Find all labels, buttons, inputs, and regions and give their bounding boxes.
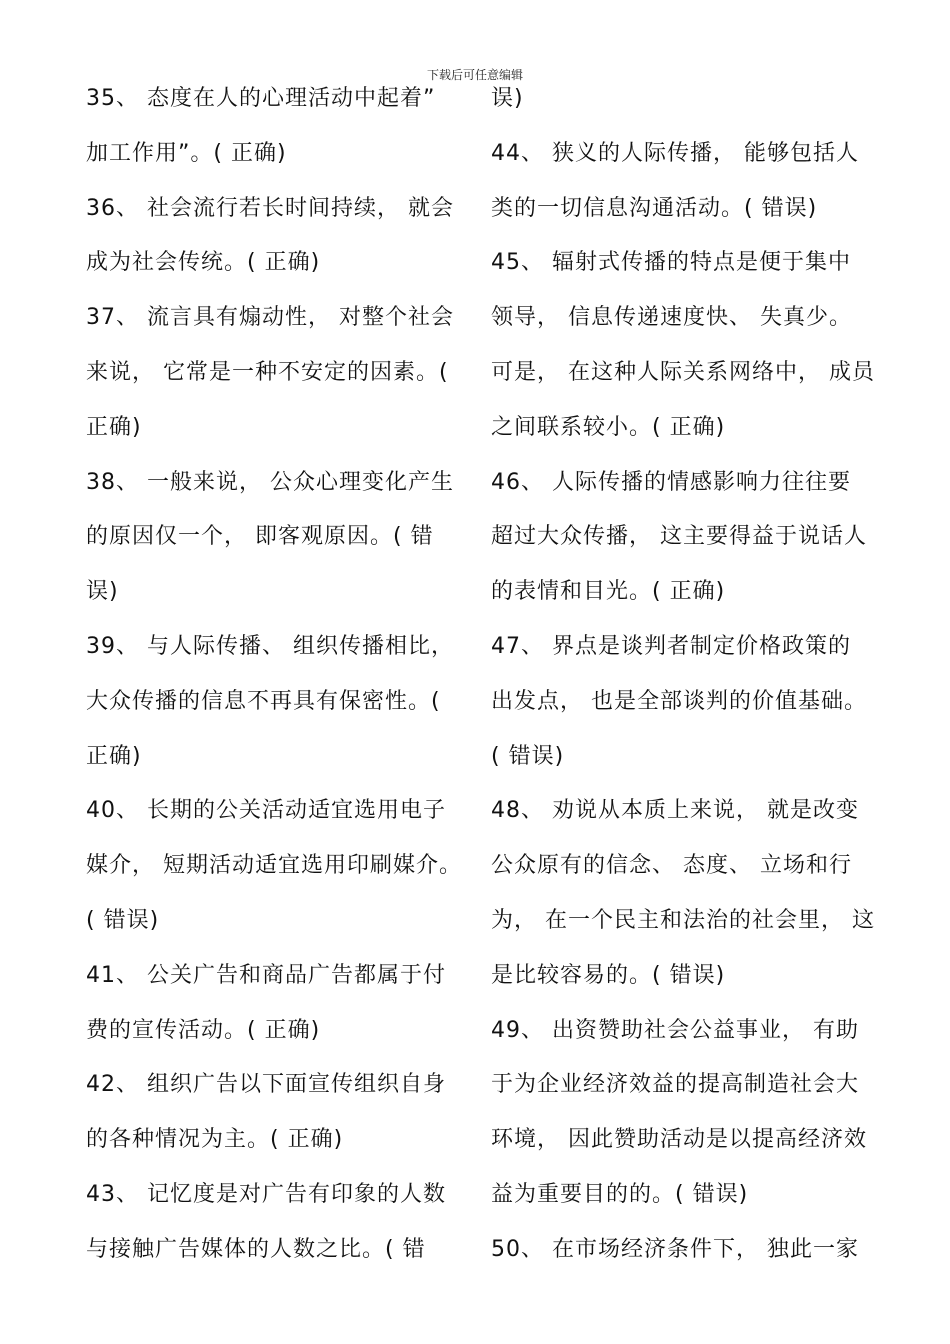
text-line: 为， 在一个民主和法治的社会里， 这	[491, 907, 875, 933]
text-line: 可是， 在这种人际关系网络中， 成员	[491, 359, 875, 385]
text-line: 于为企业经济效益的提高制造社会大	[491, 1072, 860, 1098]
text-line: 正确)	[86, 743, 142, 769]
text-line: 50、 在市场经济条件下， 独此一家	[491, 1236, 859, 1262]
text-line: 的原因仅一个， 即客观原因。( 错	[86, 524, 434, 550]
text-line: 37、 流言具有煽动性， 对整个社会	[86, 305, 454, 331]
text-line: 40、 长期的公关活动适宜选用电子	[86, 798, 446, 824]
text-line: 来说， 它常是一种不安定的因素。(	[86, 359, 449, 385]
text-line: 超过大众传播， 这主要得益于说话人	[491, 524, 867, 550]
text-line: 媒介， 短期活动适宜选用印刷媒介。	[86, 853, 462, 879]
text-line: 36、 社会流行若长时间持续， 就会	[86, 195, 454, 221]
text-line: 正确)	[86, 414, 142, 440]
text-line: 39、 与人际传播、 组织传播相比，	[86, 633, 454, 659]
text-line: 出发点， 也是全部谈判的价值基础。	[491, 688, 867, 714]
text-line: 的各种情况为主。( 正确)	[86, 1127, 344, 1153]
text-line: 误)	[491, 86, 524, 111]
text-line: 38、 一般来说， 公众心理变化产生	[86, 469, 454, 495]
text-line: 之间联系较小。( 正确)	[491, 414, 726, 440]
right-column	[491, 72, 875, 1278]
page-header: 下载后可任意编辑	[426, 68, 523, 82]
text-line: 费的宣传活动。( 正确)	[86, 1017, 321, 1043]
text-line: 43、 记忆度是对广告有印象的人数	[86, 1181, 446, 1207]
text-line: 误)	[86, 579, 119, 605]
text-line: ( 错误)	[86, 907, 160, 933]
left-column	[86, 72, 471, 1278]
text-line: 42、 组织广告以下面宣传组织自身	[86, 1072, 446, 1098]
text-line: 48、 劝说从本质上来说， 就是改变	[491, 798, 859, 824]
text-line: 49、 出资赞助社会公益事业， 有助	[491, 1017, 859, 1043]
text-line: 大众传播的信息不再具有保密性。(	[86, 688, 441, 714]
text-line: 35、 态度在人的心理活动中起着”	[86, 86, 436, 111]
text-line: 46、 人际传播的情感影响力往往要	[491, 469, 851, 495]
text-line: 环境， 因此赞助活动是以提高经济效	[491, 1127, 867, 1153]
text-line: 益为重要目的的。( 错误)	[491, 1181, 749, 1207]
text-line: 加工作用”。( 正确)	[86, 140, 287, 166]
text-line: 45、 辐射式传播的特点是便于集中	[491, 250, 851, 276]
text-line: 的表情和目光。( 正确)	[491, 579, 726, 605]
text-line: 成为社会传统。( 正确)	[86, 250, 321, 276]
text-line: 与接触广告媒体的人数之比。( 错	[86, 1236, 426, 1262]
text-line: 47、 界点是谈判者制定价格政策的	[491, 633, 851, 659]
text-line: 44、 狭义的人际传播， 能够包括人	[491, 140, 859, 166]
text-line: 41、 公关广告和商品广告都属于付	[86, 962, 446, 988]
text-line: 公众原有的信念、 态度、 立场和行	[491, 853, 852, 879]
text-line: 领导， 信息传递速度快、 失真少。	[491, 305, 852, 331]
text-line: ( 错误)	[491, 743, 565, 769]
text-line: 类的一切信息沟通活动。( 错误)	[491, 195, 818, 221]
text-line: 是比较容易的。( 错误)	[491, 962, 726, 988]
